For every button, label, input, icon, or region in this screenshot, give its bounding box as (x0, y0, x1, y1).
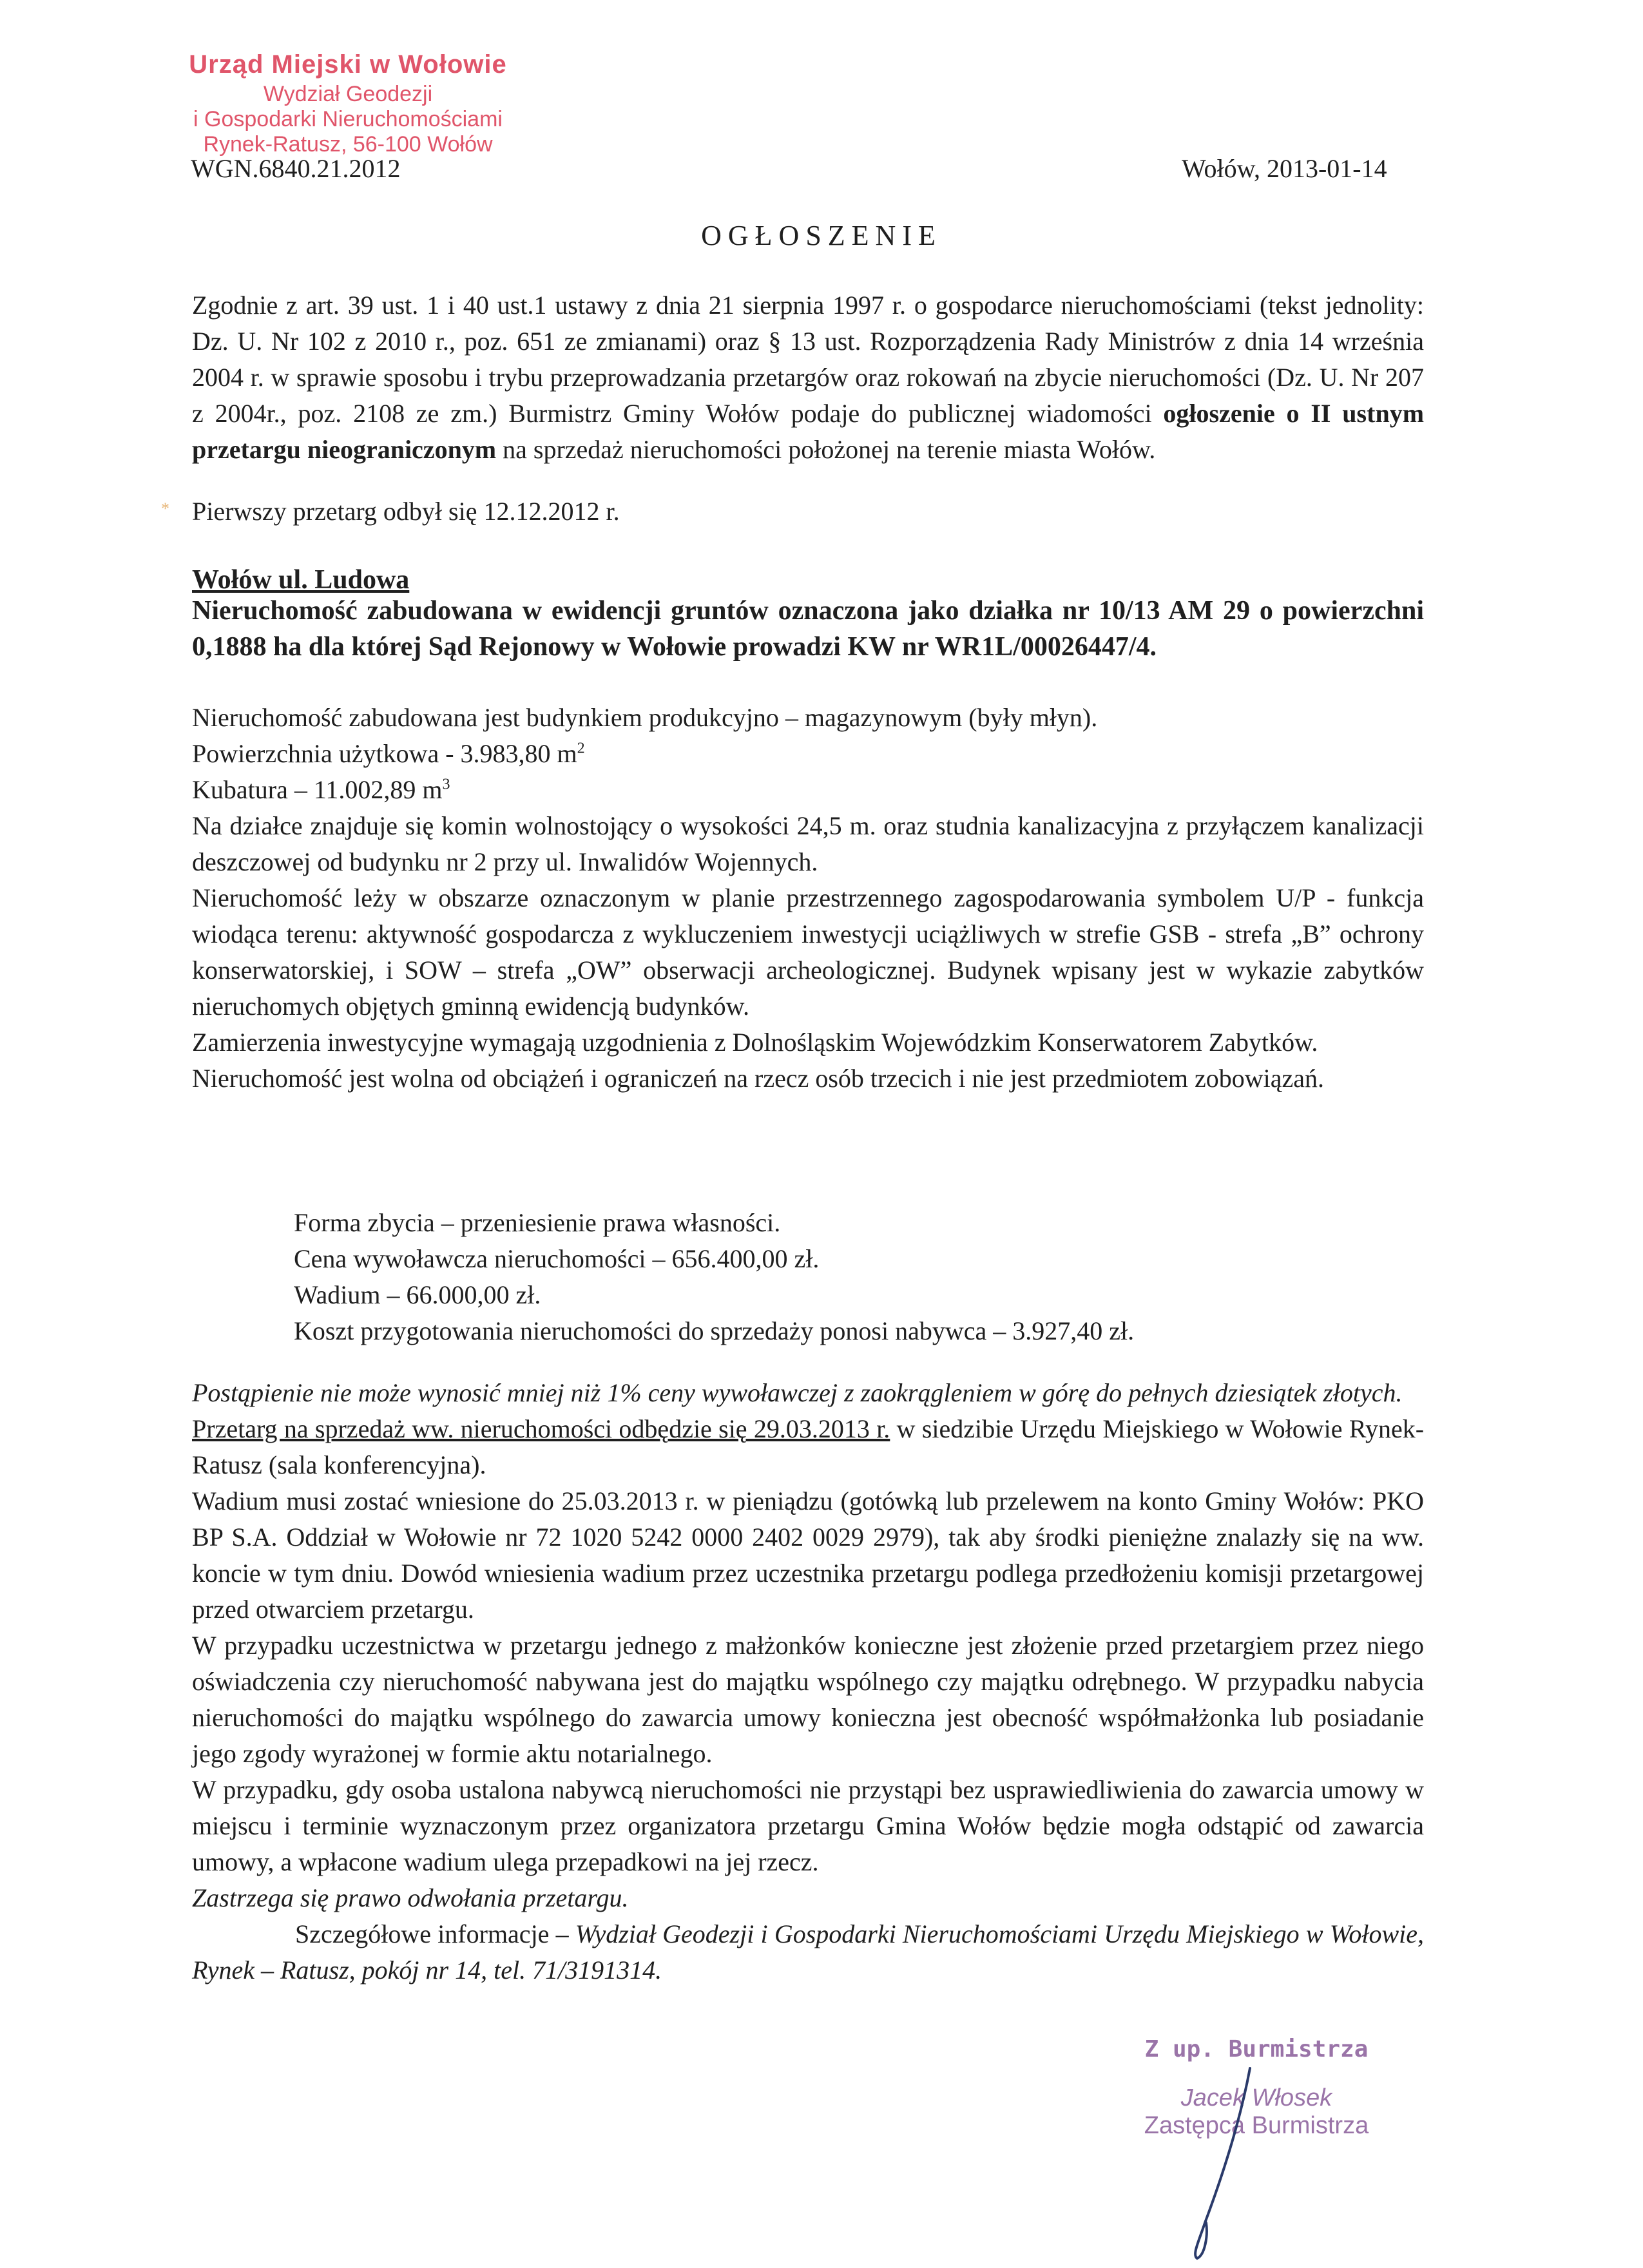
deposit-amount: Wadium – 66.000,00 zł. (294, 1280, 541, 1309)
stamp-department-2: i Gospodarki Nieruchomościami (193, 107, 503, 131)
usable-area-text: Powierzchnia użytkowa - 3.983,80 m (192, 739, 577, 768)
signature-name: Jacek Włosek (1180, 2084, 1332, 2111)
first-auction-note: Pierwszy przetarg odbył się 12.12.2012 r. (192, 497, 620, 526)
building-info: Nieruchomość zabudowana jest budynkiem produkcyjno – magazynowym (były młyn). (192, 703, 1098, 732)
spouses-info: W przypadku uczestnictwa w przetargu jednego z małżonków konieczne jest złożenie przed przetargiem przez niego oświadczenia czy nieruchomość nabywana jest do majątku wspólnego czy majątku odrębnego. W przypadku nabycia nieruchomości do majątku wspólnego do zawarcia umowy konieczna jest obecność współmałżonka lub posiadanie jego zgody wyrażonej w formie aktu notarialnego. (192, 1631, 1424, 1768)
stamp-office-name: Urząd Miejski w Wołowie (189, 50, 507, 79)
reference-number: WGN.6840.21.2012 (191, 154, 401, 183)
office-stamp (122, 50, 573, 157)
document-date: Wołów, 2013-01-14 (1182, 154, 1387, 183)
area-unit-exponent: 2 (577, 740, 585, 757)
stamp-department: Wydział Geodezji (263, 82, 433, 106)
no-show-info: W przypadku, gdy osoba ustalona nabywcą nieruchomości nie przystąpi bez usprawiedliwienia do zawarcia umowy w miejscu i terminie wyznaczonym przez organizatora przetargu Gmina Wołów będzie mogła odstąpić od zawarcia umowy, a wpłacone wadium ulega przepadkowi na jej rzecz. (192, 1775, 1424, 1876)
intro-text-end: na sprzedaż nieruchomości położonej na terenie miasta Wołów. (503, 435, 1156, 464)
auction-venue: w siedzibie Urzędu Miejskiego w Wołowie Rynek-Ratusz (sala konferencyjna). (192, 1414, 1425, 1479)
conservator-info: Zamierzenia inwestycyjne wymagają uzgodnienia z Dolnośląskim Wojewódzkim Konserwatorem Zabytków. (192, 1028, 1318, 1057)
bid-increment: Postąpienie nie może wynosić mniej niż 1% ceny wywoławczej z zaokrągleniem w górę do pełnych dziesiątek złotych. (192, 1378, 1403, 1407)
deposit-payment-info: Wadium musi zostać wniesione do 25.03.2013 r. w pieniądzu (gotówką lub przelewem na konto Gminy Wołów: PKO BP S.A. Oddział w Wołowie nr 72 1020 5242 0000 2402 0029 2979), tak aby środki pieniężne znalazły się na ww. koncie w tym dniu. Dowód wniesienia wadium przez uczestnika przetargu podlega przedłożeniu komisji przetargowej przed otwarciem przetargu. (192, 1486, 1424, 1624)
auction-place (192, 1411, 1424, 1483)
property-details (192, 700, 1424, 1097)
document-heading: OGŁOSZENIE (701, 220, 942, 251)
volume (192, 772, 1424, 808)
zoning-plan-info: Nieruchomość leży w obszarze oznaczonym w planie przestrzennego zagospodarowania symbolem U/P - funkcja wiodąca terenu: aktywność gospodarcza z wykluczeniem inwestycji uciążliwych w strefie GSB - strefa „B” ochrony konserwatorskiej, i SOW – strefa „OW” obserwacji archeologicznej. Budynek wpisany jest w wykazie zabytków nieruchomych objętych gminną ewidencją budynków. (192, 883, 1424, 1021)
chimney-info: Na działce znajduje się komin wolnostojący o wysokości 24,5 m. oraz studnia kanalizacyjna z przyłączem kanalizacji deszczowej od budynku nr 2 przy ul. Inwalidów Wojennych. (192, 811, 1424, 876)
location-title: Wołów ul. Ludowa (192, 565, 410, 595)
contact-details: Wydział Geodezji i Gospodarki Nieruchomościami Urzędu Miejskiego w Wołowie, Rynek – Ratusz, pokój nr 14, tel. 71/3191314. (192, 1919, 1425, 1984)
stamp-address: Rynek-Ratusz, 56-100 Wołów (203, 132, 493, 157)
location-description: Nieruchomość zabudowana w ewidencji gruntów oznaczona jako działka nr 10/13 AM 29 o powierzchni 0,1888 ha dla której Sąd Rejonowy w Wołowie prowadzi KW nr WR1L/00026447/4. (192, 596, 1424, 662)
margin-mark: * (161, 499, 169, 518)
signature-authorization: Z up. Burmistrza (1144, 2036, 1369, 2062)
sale-form: Forma zbycia – przeniesienie prawa własności. (294, 1208, 781, 1237)
sale-terms (294, 1205, 1389, 1349)
starting-price: Cena wywoławcza nieruchomości – 656.400,00 zł. (294, 1244, 820, 1273)
usable-area (192, 736, 1424, 772)
handwritten-signature-icon (1179, 2062, 1269, 2268)
volume-unit-exponent: 3 (442, 776, 450, 793)
auction-info (192, 1375, 1424, 1988)
volume-text: Kubatura – 11.002,89 m (192, 775, 443, 804)
intro-text: Zgodnie z art. 39 ust. 1 i 40 ust.1 ustawy z dnia 21 sierpnia 1997 r. o gospodarce nieruchomościami (tekst jednolity: Dz. U. Nr 102 z 2010 r., poz. 651 ze zmianami) oraz § 13 ust. Rozporządzenia Rady Ministrów z dnia 14 września 2004 r. w sprawie sposobu i trybu przeprowadzania przetargów oraz rokowań na zbycie nieruchomości (Dz. U. Nr 207 z 2004r., poz. 2108 ze zm.) Burmistrz Gminy Wołów podaje do publicznej wiadomości (192, 291, 1424, 428)
contact-info (192, 1916, 1424, 1988)
contact-lead: Szczegółowe informacje – (295, 1919, 569, 1948)
signature-title: Zastępca Burmistrza (1144, 2112, 1369, 2139)
auction-date: Przetarg na sprzedaż ww. nieruchomości odbędzie się 29.03.2013 r. (192, 1414, 890, 1443)
intro-paragraph (192, 287, 1424, 468)
cancellation-reserve: Zastrzega się prawo odwołania przetargu. (192, 1883, 629, 1912)
preparation-cost: Koszt przygotowania nieruchomości do sprzedaży ponosi nabywca – 3.927,40 zł. (294, 1316, 1135, 1345)
intro-bold-text: ogłoszenie o II ustnym przetargu nieograniczonym (192, 399, 1425, 464)
encumbrance-info: Nieruchomość jest wolna od obciążeń i ograniczeń na rzecz osób trzecich i nie jest przedmiotem zobowiązań. (192, 1064, 1325, 1093)
